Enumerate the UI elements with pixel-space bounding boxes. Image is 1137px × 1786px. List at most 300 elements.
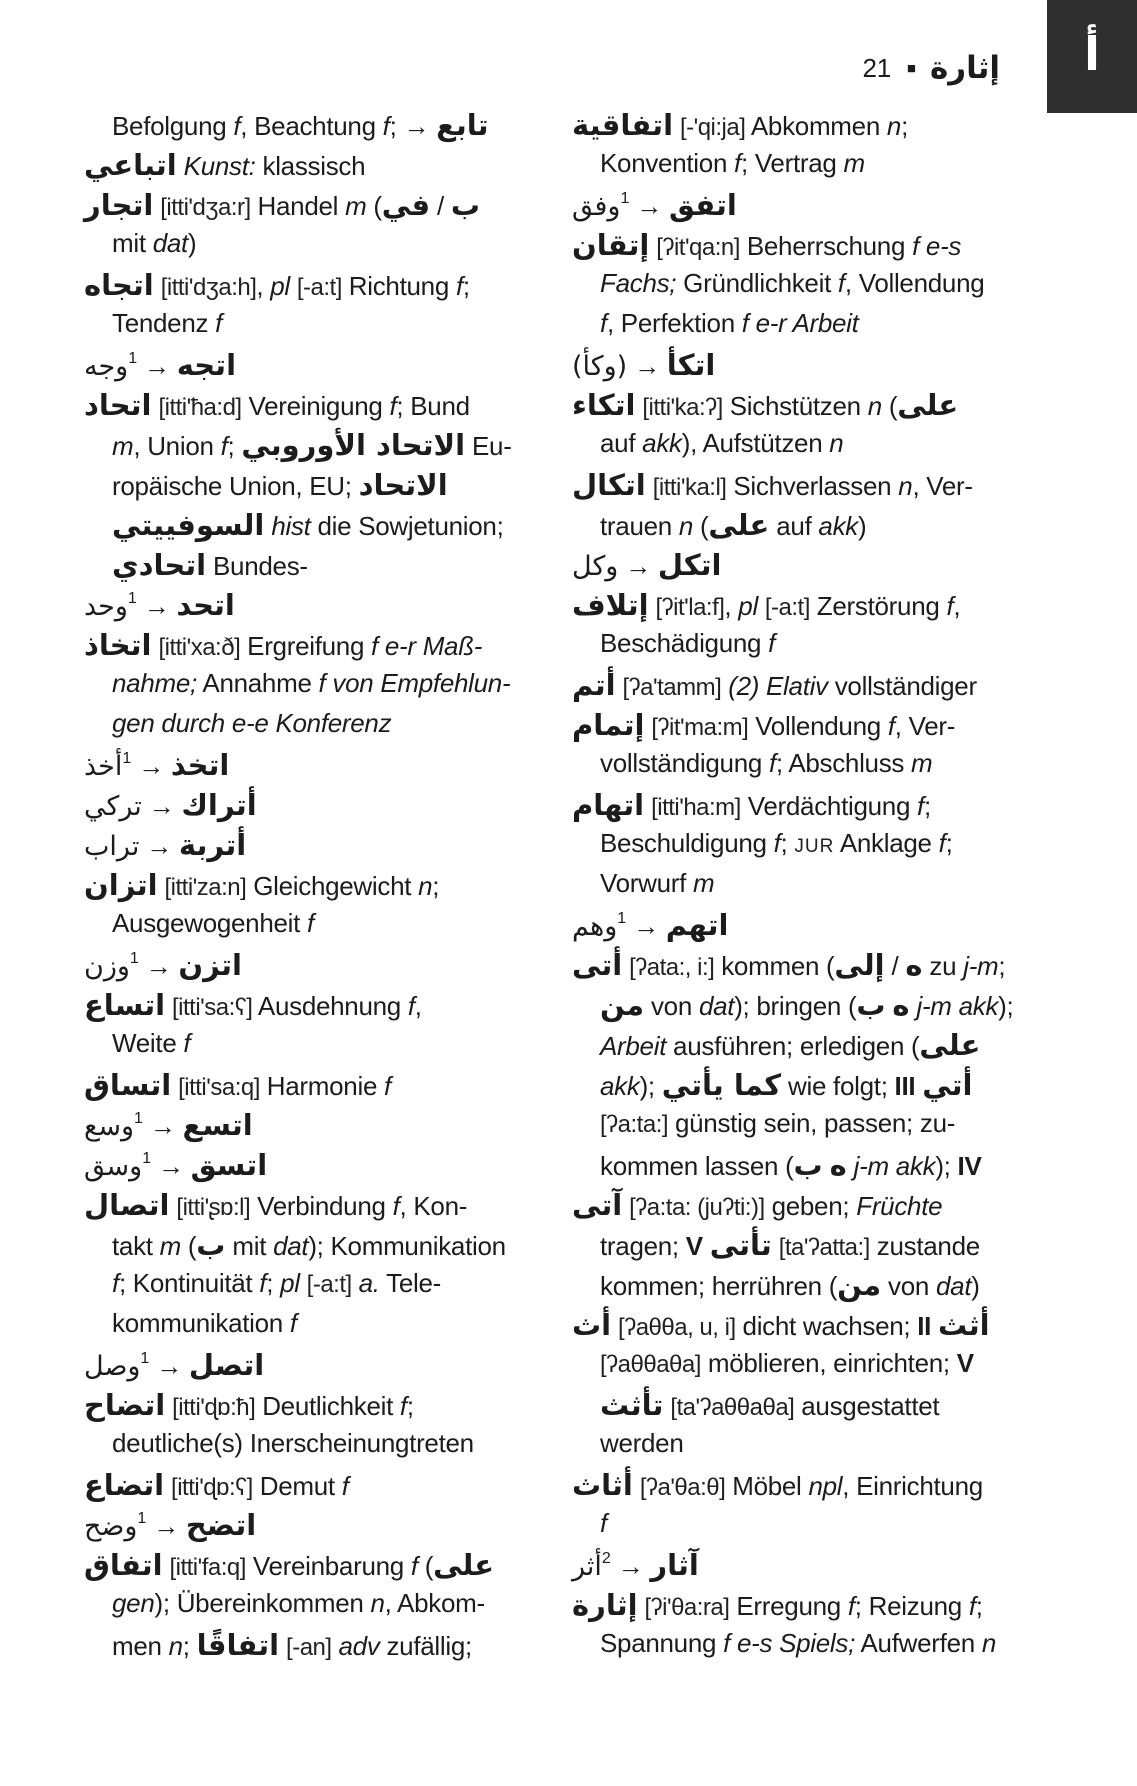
italic-run: pl [270,271,290,301]
phonetic-transcription: [itti'ka:l] [652,474,727,501]
text-run: ); Übereinkommen [154,1588,371,1618]
italic-run: Fachs; [600,268,677,298]
arabic-headword: تأثث [600,1388,664,1422]
text-run: Bundes- [206,551,308,581]
text-run: ; Bund [396,391,470,421]
dictionary-line [84,708,562,748]
superscript-number: 1 [617,910,627,927]
text-run: → [131,751,171,781]
text-run: Anklage [834,828,939,858]
dictionary-line [84,1308,562,1348]
italic-run: n [168,1631,183,1661]
arabic-headword: اتحاد [84,388,152,422]
dictionary-line [572,588,1050,628]
superscript-number: 1 [137,1510,147,1527]
arabic-headword: اتهم [665,908,729,942]
dictionary-line [84,1188,562,1228]
italic-run: dat [698,991,735,1021]
dictionary-line [572,1348,1050,1388]
running-head [863,50,1000,86]
italic-run: Früchte [856,1191,943,1221]
text-run [165,991,172,1022]
bold-roman-numeral: V [956,1348,974,1378]
phonetic-transcription: [ʔi'θa:ra] [644,1594,730,1621]
text-run: dicht wachsen; [735,1311,918,1341]
arabic-headword: تابع [436,108,489,142]
phonetic-transcription: [itti'sa:ʕ] [171,994,253,1021]
arabic-headword: اتكاء [572,388,636,422]
arabic-headword: السوفييتي [112,508,265,542]
italic-run: f [407,991,415,1021]
dictionary-line [84,388,562,428]
text-run: klassisch [255,151,366,181]
text-run: ); bringen ( [734,991,857,1021]
phonetic-transcription: [itti'sa:q] [178,1074,260,1101]
dictionary-line [84,988,562,1028]
italic-run: f [215,308,223,338]
text-run: Möbel [725,1471,809,1501]
italic-run: f [917,791,924,821]
arabic-headword: إتقان [572,228,650,262]
dictionary-line [572,788,1050,828]
dictionary-line [572,1628,1050,1668]
phonetic-transcription: [ʔaθθa, u, i] [618,1314,736,1341]
italic-run: n [867,391,882,421]
text-run: möblieren, einrichten; [700,1348,957,1378]
text-run: mit [112,228,153,258]
dictionary-line [84,548,562,588]
text-run: Gleichgewicht [246,871,419,901]
text-run: kommen ( [714,951,835,981]
dictionary-line [84,148,562,188]
arabic-word: تركي [84,791,142,822]
italic-run: gen [112,1588,155,1618]
phonetic-transcription: [ʔa'θa:θ] [639,1474,726,1501]
dictionary-line [84,668,562,708]
text-run: → [626,911,666,941]
text-run: ; [975,1591,983,1621]
dictionary-line [84,1108,562,1148]
dictionary-line [572,708,1050,748]
text-run [772,1231,779,1262]
dictionary-line [572,1508,1050,1548]
text-run: ); Kommunikation [308,1231,506,1261]
italic-run: f [112,1268,119,1298]
text-run: Handel [250,191,346,221]
text-run: Weite [112,1028,184,1058]
text-run: Tele- [379,1268,442,1298]
arabic-headword: اتحادي [112,548,207,582]
dictionary-line [572,668,1050,708]
dictionary-line [572,1548,1050,1588]
text-run: → [149,1351,189,1381]
italic-run: f [455,271,463,301]
bold-roman-numeral: II [917,1311,932,1341]
right-column [572,108,1050,1668]
arabic-headword: الاتحاد [358,468,448,502]
text-run: die Sowjetunion; [310,511,504,541]
italic-run: akk [642,428,682,458]
italic-run: n [829,428,844,458]
text-run: men [112,1631,169,1661]
text-run [165,1391,172,1422]
text-run: , Ver- [912,471,973,501]
text-run: Beschuldigung [600,828,774,858]
italic-run: f [847,1591,855,1621]
text-run: → [610,1551,651,1581]
text-run [290,271,297,302]
arabic-word: أخذ [84,751,123,782]
arabic-word: وزن [84,951,130,982]
text-run: ; Kontinuität [118,1268,260,1298]
dictionary-line [84,1628,562,1668]
italic-run: m [843,148,865,178]
text-run [635,391,642,422]
dictionary-line [572,868,1050,908]
text-run: ; [266,1268,281,1298]
arabic-headword: ب [856,988,886,1022]
arabic-headword: اتصال [84,1188,170,1222]
text-run: → [629,191,669,221]
arabic-word: تراب [84,831,140,862]
text-run [171,1071,178,1102]
italic-run: f [768,628,776,658]
dictionary-line [84,348,562,388]
dictionary-line [84,1148,562,1188]
italic-run: a. [358,1268,380,1298]
superscript-number: 1 [142,1150,152,1167]
text-run [644,791,651,822]
superscript-number: 1 [134,1110,143,1127]
dictionary-line [572,1148,1050,1188]
arabic-headword: ب [196,1228,226,1262]
dictionary-line [572,428,1050,468]
arabic-headword: اتخذ [170,748,230,782]
text-run [154,271,161,302]
italic-run: f [938,828,946,858]
text-run: ; [998,951,1006,981]
text-run [163,1551,170,1582]
text-run: Beschädigung [600,628,769,658]
text-run: , [724,591,739,621]
superscript-number: 1 [620,190,630,207]
dictionary-line [572,908,1050,948]
phonetic-transcription: [itti'za:n] [164,874,247,901]
arabic-headword: أتربة [178,828,247,862]
italic-run: f [734,148,741,178]
phonetic-transcription: [itti'dʒa:h] [160,274,257,301]
dictionary-line [84,508,562,548]
text-run [352,1268,359,1299]
italic-run: f [887,711,895,741]
phonetic-transcription: [-'qi:ja] [679,114,746,141]
text-run: kommunikation [112,1308,290,1338]
text-run: Beherrschung [739,231,913,261]
dictionary-line [572,108,1050,148]
text-run: ) [971,1271,980,1301]
phonetic-transcription: [ʔa:ta: (juʔti:)] [629,1194,765,1221]
arabic-headword: اتفاقية [572,108,674,142]
text-run: ( [366,191,382,221]
dictionary-line [84,1548,562,1588]
arabic-word: وجه [84,351,129,382]
text-run: Erregung [729,1591,848,1621]
italic-run: f [946,591,954,621]
italic-run: gen durch e-e Konferenz [112,708,392,738]
italic-run: nahme; [112,668,197,698]
phonetic-transcription: [itti'ka:ʔ] [642,394,723,421]
arabic-headword: في [381,188,431,222]
phonetic-transcription: [-an] [286,1634,332,1661]
text-run [649,231,656,262]
dictionary-line [572,1108,1050,1148]
dictionary-line [572,1228,1050,1268]
phonetic-transcription: [ta'ʔaθθaθa] [670,1394,795,1421]
phonetic-transcription: [ʔa:ta:] [600,1111,669,1138]
arabic-headword: أتم [572,668,616,702]
italic-run: n [981,1628,996,1658]
italic-run: f [600,1508,607,1538]
arabic-headword: اتخاذ [84,628,152,662]
text-run: Verbindung [250,1191,393,1221]
dictionary-line [84,748,562,788]
italic-run: j-m [963,951,999,981]
dictionary-line [84,1388,562,1428]
text-run: ; [901,111,909,141]
arabic-headword: اتكأ [666,348,716,382]
arabic-headword: اتهام [572,788,645,822]
text-run [885,991,892,1022]
dictionary-line [84,1268,562,1308]
text-run: , Union [133,431,221,461]
guide-word: إثارة [929,50,1000,86]
arabic-headword: اتكل [657,548,722,582]
arabic-headword: ه [892,988,910,1022]
text-run: ; → [389,111,437,141]
arabic-headword: أث [572,1308,612,1342]
arabic-word: وكل [572,551,619,582]
arabic-word: وصل [84,1351,141,1382]
text-run: kommen; herrühren ( [600,1271,838,1301]
text-run: Vereinbarung [245,1551,411,1581]
arabic-headword: إتلاف [572,588,649,622]
italic-run: f [399,1391,407,1421]
text-run [721,671,728,702]
separator-square-icon: ■ [906,59,916,77]
phonetic-transcription: [ʔit'ma:m] [651,714,749,741]
text-run: ) [187,228,197,258]
text-run [663,1391,670,1422]
text-run [646,471,653,502]
arabic-headword: اتضح [185,1508,257,1542]
dictionary-line [572,468,1050,508]
arabic-word: وضح [84,1511,138,1542]
dictionary-line [572,308,1050,348]
text-run: tragen; [600,1231,686,1261]
italic-run: n [898,471,913,501]
italic-run: adv [338,1631,380,1661]
dictionary-line [572,748,1050,788]
left-column [84,108,562,1668]
text-run: Eu- [465,431,512,461]
text-run [673,111,680,142]
italic-run: n [370,1588,385,1618]
arabic-word: وهم [572,911,618,942]
dictionary-line [572,388,1050,428]
italic-run: Kunst: [183,151,256,181]
text-run [644,711,651,742]
italic-run: m [911,748,933,778]
text-run: von [881,1271,936,1301]
text-run: ; Vertrag [740,148,844,178]
text-run: ; [227,431,242,461]
dictionary-line [572,988,1050,1028]
text-run: / [430,191,451,221]
italic-run: f [773,828,781,858]
text-run: Vereinigung [241,391,390,421]
dictionary-line [572,1308,1050,1348]
text-run [622,1191,629,1222]
phonetic-transcription: [ʔa'tamm] [622,674,722,701]
italic-run: f [382,111,390,141]
italic-run: f [837,268,845,298]
text-run: Annahme [196,668,319,698]
text-run: Tendenz [112,308,216,338]
text-run: deutliche(s) Inerscheinungtreten [112,1428,474,1458]
text-run: ; [945,828,953,858]
text-run: , Ver- [894,711,956,741]
text-run [153,191,160,222]
dictionary-line [572,628,1050,668]
arabic-headword: اتباعي [84,148,177,182]
dictionary-line [572,348,1050,388]
text-run: , Abkom- [384,1588,485,1618]
italic-run: f [392,1191,400,1221]
text-run: ; Reizung [854,1591,969,1621]
text-run: , Vollendung [844,268,985,298]
usage-label: JUR [794,836,835,857]
italic-run: dat [273,1231,309,1261]
text-run: , [953,591,961,621]
arabic-headword: ه [829,1148,847,1182]
dictionary-line [572,548,1050,588]
superscript-number: 1 [127,590,137,607]
text-run: → [137,351,177,381]
text-run: werden [600,1428,684,1458]
text-run: vollständigung [600,748,769,778]
text-run: Ausgewogenheit [112,908,307,938]
text-run: Vollendung [748,711,888,741]
italic-run: npl [808,1471,843,1501]
dictionary-line [84,1588,562,1628]
text-run [611,1311,618,1342]
thumb-index-tab [1047,0,1137,113]
text-run: ), Aufstützen [681,428,830,458]
dictionary-line [572,1188,1050,1228]
text-run: ); [998,991,1014,1021]
arabic-headword: على [433,1548,495,1582]
text-run [164,1471,171,1502]
dictionary-line [84,1428,562,1468]
italic-run: f e-s Spiels; [723,1628,856,1658]
text-run [169,1191,176,1222]
text-run: kommen lassen ( [600,1151,794,1181]
italic-run: dat [936,1271,972,1301]
arabic-headword: اتسع [182,1108,253,1142]
arabic-headword: كما يأتي [661,1068,782,1102]
text-run: ( [417,1551,434,1581]
arabic-headword: أثاث [572,1468,633,1502]
text-run: ; Abschluss [775,748,912,778]
arabic-headword: أتراك [181,788,257,822]
italic-run: f [384,1071,391,1101]
arabic-headword: اتزن [178,948,242,982]
arabic-headword: تأتى [709,1228,772,1262]
italic-run: Arbeit [600,1031,667,1061]
text-run: ; [182,1631,197,1661]
text-run: zufällig; [379,1631,472,1661]
text-run: , [414,991,422,1021]
text-run [823,1151,830,1182]
dictionary-line [572,508,1050,548]
italic-run: j-m akk [853,1151,936,1181]
arabic-headword: إتمام [572,708,645,742]
dictionary-line [572,1268,1050,1308]
italic-run: f e-s [912,231,962,261]
text-run: ; [462,271,470,301]
text-run [649,591,656,622]
text-run: takt [112,1231,160,1261]
text-run: auf [769,511,819,541]
arabic-word: وسق [84,1151,143,1182]
italic-run: f [968,1591,976,1621]
text-run: / [884,951,906,981]
dictionary-line [572,1428,1050,1468]
dictionary-line [84,588,562,628]
italic-run: hist [271,511,311,541]
dictionary-line [84,868,562,908]
italic-run: n [678,511,694,541]
bold-roman-numeral: V [685,1231,703,1261]
arabic-headword: اتجار [84,188,154,222]
text-run: Gründlichkeit [676,268,838,298]
dictionary-line [572,1468,1050,1508]
dictionary-line [572,1388,1050,1428]
text-run [332,1631,339,1662]
dictionary-line [572,948,1050,988]
text-run: → [138,951,179,981]
arabic-word: أثر [572,1551,602,1582]
text-run [616,671,623,702]
text-run: → [618,551,658,581]
text-run: Zerstörung [809,591,947,621]
text-run [703,1231,710,1262]
text-run: auf [600,428,643,458]
text-run: ( [881,391,898,421]
dictionary-line [84,1068,562,1108]
arabic-headword: اتفاقًا [196,1628,280,1662]
text-run: ); [639,1071,662,1101]
text-run: ropäische Union, EU; [112,471,359,501]
dictionary-line [572,1588,1050,1628]
text-run: günstig sein, passen; zu- [668,1108,956,1138]
dictionary-line [84,1228,562,1268]
italic-run: f [768,748,776,778]
text-run: ); [935,1151,958,1181]
dictionary-line [84,428,562,468]
phonetic-transcription: [-a:t] [296,274,342,301]
italic-run: pl [280,1268,300,1298]
